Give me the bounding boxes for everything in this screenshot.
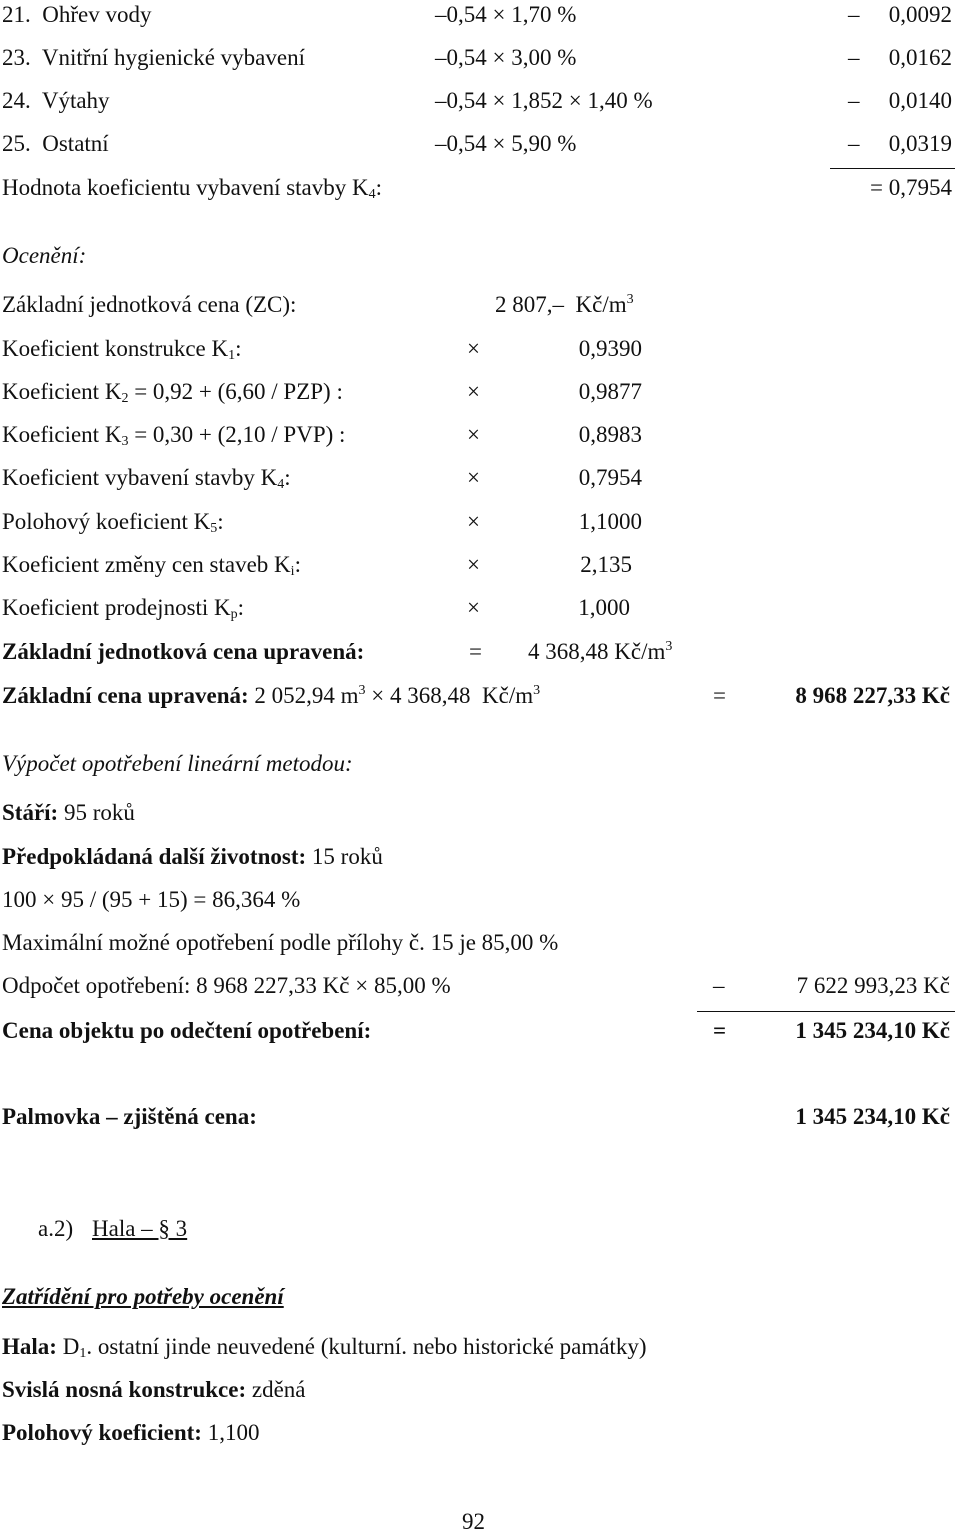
equipment-formula-23: –0,54 × 3,00 % (435, 45, 577, 70)
depreciation-formula: 100 × 95 / (95 + 15) = 86,364 % (2, 887, 301, 912)
found-price-label: Palmovka – zjištěná cena: (2, 1104, 257, 1129)
deduction-label: Odpočet opotřebení: 8 968 227,33 Kč × 85,00 % (2, 973, 451, 998)
equipment-formula-25: –0,54 × 5,90 % (435, 131, 577, 156)
coef-ki-op: × (467, 552, 480, 577)
depreciation-heading: Výpočet opotřebení lineární metodou: (2, 751, 353, 776)
adjusted-base-value: 8 968 227,33 Kč (795, 683, 950, 708)
net-op: = (713, 1018, 727, 1043)
coef-k4-value: 0,7954 (578, 465, 642, 490)
equipment-formula-21: –0,54 × 1,70 % (435, 2, 577, 27)
equipment-value-24: 0,0140 (888, 88, 952, 113)
equipment-sign-24: – (848, 88, 860, 113)
deduction-op: – (713, 973, 725, 998)
adjusted-unit-label: Základní jednotková cena upravená: (2, 639, 365, 664)
equipment-value-23: 0,0162 (888, 45, 952, 70)
section-number: a.2) (38, 1216, 74, 1241)
coef-k2-op: × (467, 379, 480, 404)
zc-value: 2 807,– $Kč/m^3$ (495, 292, 634, 317)
coef-kp-label: Koeficient prodejnosti $K_p$: (2, 595, 245, 622)
coef-k4-label: Koeficient vybavení stavby $K_4$: (2, 465, 291, 492)
age-line: Stáří: 95 roků (2, 800, 135, 825)
equipment-label-21: 21. Ohřev vody (2, 2, 152, 27)
coef-k2-label: Koeficient $K_2 = 0,92 + (6,60 / PZP)$ : (2, 379, 343, 406)
page-number: 92 (462, 1509, 485, 1534)
coef-k1-op: × (467, 336, 480, 361)
equipment-sign-21: – (848, 2, 860, 27)
position-coef-line: Polohový koeficient: 1,100 (2, 1420, 260, 1445)
equipment-label-25: 25. Ostatní (2, 131, 109, 156)
valuation-heading: Ocenění: (2, 243, 87, 268)
section-title: Hala – § 3 (92, 1216, 188, 1241)
life-line: Předpokládaná další životnost: 15 roků (2, 844, 383, 869)
equipment-label-24: 24. Výtahy (2, 88, 110, 113)
adjusted-unit-op: = (469, 639, 482, 664)
max-depreciation: Maximální možné opotřebení podle přílohy č. 15 je 85,00 % (2, 930, 559, 955)
equipment-value-21: 0,0092 (888, 2, 952, 27)
net-value: 1 345 234,10 Kč (795, 1018, 950, 1043)
equipment-label-23: 23. Vnitřní hygienické vybavení (2, 45, 305, 70)
coef-k5-value: 1,1000 (578, 509, 642, 534)
hala-line: Hala: $D_1$. ostatní jinde neuvedené (kulturní. nebo historické památky) (2, 1334, 647, 1361)
coef-k3-op: × (467, 422, 480, 447)
coef-k3-value: 0,8983 (578, 422, 642, 447)
coef-k4-op: × (467, 465, 480, 490)
wall-line: Svislá nosná konstrukce: zděná (2, 1377, 306, 1402)
k4-total-result: = 0,7954 (870, 175, 952, 200)
coef-k1-value: 0,9390 (578, 336, 642, 361)
coef-k3-label: Koeficient $K_3 = 0,30 + (2,10 / PVP)$ : (2, 422, 346, 449)
equipment-formula-24: –0,54 × 1,852 × 1,40 % (435, 88, 653, 113)
zc-label: Základní jednotková cena (ZC): (2, 292, 297, 317)
equipment-value-25: 0,0319 (888, 131, 952, 156)
net-label: Cena objektu po odečtení opotřebení: (2, 1018, 372, 1043)
deduction-value: 7 622 993,23 Kč (796, 973, 950, 998)
classification-heading: Zatřídění pro potřeby ocenění (2, 1284, 284, 1309)
coef-k2-value: 0,9877 (578, 379, 642, 404)
coef-kp-op: × (467, 595, 480, 620)
adjusted-base-label: Základní cena upravená: 2 052,94 $m^3 \times 4$ 368,48 $Kč/m^3$ (2, 683, 541, 708)
coef-kp-value: 1,000 (578, 595, 630, 620)
net-divider (697, 1011, 955, 1012)
adjusted-unit-value: 4 368,48 $Kč/m^3$ (528, 639, 673, 664)
found-price-value: 1 345 234,10 Kč (795, 1104, 950, 1129)
sum-divider (830, 168, 955, 169)
adjusted-base-op: = (713, 683, 726, 708)
equipment-sign-23: – (848, 45, 860, 70)
coef-k5-label: Polohový koeficient $K_5$: (2, 509, 224, 536)
coef-ki-label: Koeficient změny cen staveb $K_i$: (2, 552, 301, 579)
equipment-sign-25: – (848, 131, 860, 156)
coef-k5-op: × (467, 509, 480, 534)
coef-ki-value: 2,135 (580, 552, 632, 577)
k4-total-label: Hodnota koeficientu vybavení stavby $K_4$: (2, 175, 383, 202)
coef-k1-label: Koeficient konstrukce $K_1$: (2, 336, 242, 363)
